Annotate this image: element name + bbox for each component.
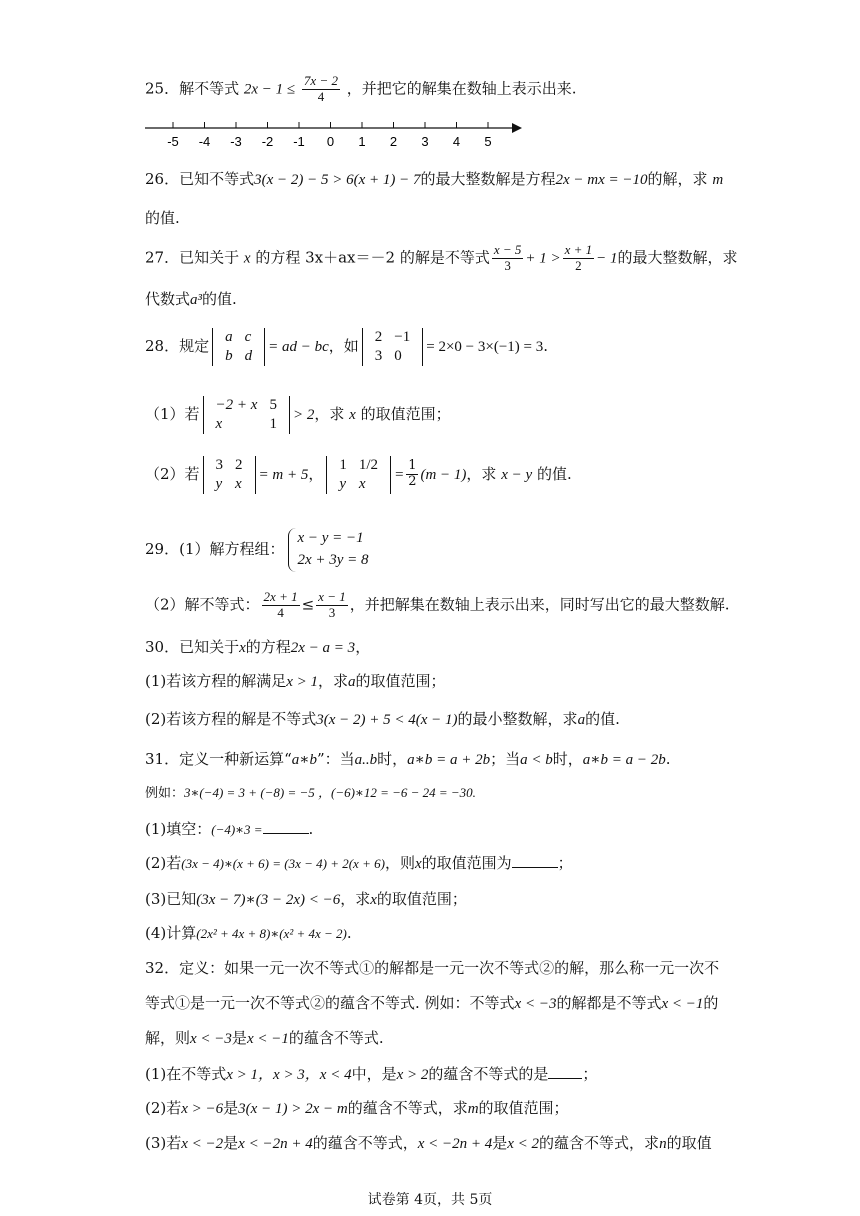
q32-2-ineq: x > −6 bbox=[181, 1101, 224, 1117]
q31-rule: a∗b = a − 2b bbox=[582, 752, 666, 768]
number-line-tick-label: -5 bbox=[167, 134, 179, 149]
q32-3-var: n bbox=[659, 1136, 667, 1152]
q26-text: 的解，求 bbox=[647, 170, 708, 188]
q32-text: 的解都是不等式 bbox=[556, 994, 662, 1012]
number-line-tick-label: 2 bbox=[389, 134, 398, 149]
q30-text: ， bbox=[355, 638, 371, 656]
q31-example-text: 3∗(−4) = 3 + (−8) = −5 ，(−6)∗12 = −6 − 24 = −30. bbox=[184, 785, 476, 800]
q31-2-text: ，则 bbox=[384, 854, 415, 872]
number-line bbox=[140, 115, 530, 155]
q29-2-line bbox=[145, 590, 860, 621]
q32-2-text: 是 bbox=[223, 1099, 239, 1117]
q29-2-text: ，并把解集在数轴上表示出来，同时写出它的最大整数解. bbox=[349, 595, 730, 614]
q31-2-text: (2)若 bbox=[145, 854, 182, 872]
q27-line2 bbox=[145, 288, 860, 309]
q28-2-line bbox=[145, 456, 860, 494]
q27-text: 代数式 bbox=[145, 290, 191, 308]
q26-text: 的最大整数解是方程 bbox=[420, 170, 556, 188]
q28-2-half: $\frac{1}{2}$ bbox=[408, 458, 417, 490]
page-footer: 试卷第 4页，共 5页 bbox=[367, 1192, 493, 1208]
q31-1-blank[interactable] bbox=[263, 819, 309, 834]
number-line-tick-label: 4 bbox=[452, 134, 461, 149]
q26-inequality: 3(x − 2) − 5 > 6(x + 1) − 7 bbox=[254, 172, 421, 188]
q32-text: 的蕴含不等式. bbox=[288, 1029, 384, 1047]
q28-label: 28．规定 bbox=[145, 336, 210, 355]
number-line-tick-label: 0 bbox=[326, 134, 335, 149]
q32-1-ineqs: x > 1，x > 3，x < 4 bbox=[226, 1067, 352, 1083]
q31-op: a∗b bbox=[291, 752, 317, 768]
q29-system: x − y = −1 2x + 3y = 8 bbox=[288, 528, 368, 572]
q26-equation: 2x − mx = −10 bbox=[555, 172, 648, 188]
q32-1-text: 中，是 bbox=[351, 1065, 397, 1083]
q31-4-end: . bbox=[346, 924, 352, 942]
q30-1-var: a bbox=[348, 674, 356, 690]
q31-1-expr: (−4)∗3 = bbox=[211, 822, 263, 837]
q31-4-line bbox=[145, 922, 860, 943]
q31-3-line bbox=[145, 888, 860, 909]
q32-ineq: x < −1 bbox=[661, 996, 704, 1012]
q32-text: 32．定义：如果一元一次不等式①的解都是一元一次不等式②的解，那么称一元一次不 bbox=[145, 959, 720, 977]
q32-text: 解，则 bbox=[145, 1029, 191, 1047]
q28-1-text: ，求 bbox=[314, 404, 345, 423]
q32-1-ineq: x > 2 bbox=[396, 1067, 429, 1083]
q28-eq: = ad − bc bbox=[268, 338, 329, 355]
q31-3-expr: (3x − 7)∗(3 − 2x) < −6 bbox=[196, 892, 341, 908]
q31-2-blank[interactable] bbox=[512, 853, 558, 868]
q31-3-text: ，求 bbox=[340, 890, 371, 908]
q31-2-var: x bbox=[414, 856, 422, 872]
q32-3-text: 是 bbox=[492, 1134, 508, 1152]
q27-text: 的方程 3x＋ax＝－2 的解是不等式 bbox=[255, 248, 490, 267]
q30-eq: 2x − a = 3 bbox=[290, 640, 356, 656]
q30-1-text: 的取值范围； bbox=[355, 672, 446, 690]
q31-rule: a∗b = a + 2b bbox=[407, 752, 491, 768]
q30-var: x bbox=[239, 640, 246, 656]
q28-1-gt: > 2 bbox=[292, 406, 315, 423]
q31-3-text: (3)已知 bbox=[145, 890, 197, 908]
q26-line1 bbox=[145, 168, 860, 189]
q32-1-text: (1)在不等式 bbox=[145, 1065, 227, 1083]
q28-text: ，如 bbox=[328, 336, 359, 355]
q30-text: 的方程 bbox=[245, 638, 291, 656]
q25-label: 25．解不等式 bbox=[145, 79, 240, 98]
q28-2-expr: x − y bbox=[501, 466, 533, 483]
q27-op: + 1 > bbox=[525, 250, 561, 267]
q25-inequality: 2x − 1 ≤ bbox=[243, 81, 296, 98]
q28-1-det: −2 + x 5 x 1 bbox=[203, 396, 290, 434]
q32-text: 是 bbox=[231, 1029, 247, 1047]
q27-expr: a³ bbox=[190, 292, 203, 308]
q31-line1 bbox=[145, 748, 860, 769]
q31-3-text: 的取值范围； bbox=[376, 890, 467, 908]
q32-1-blank[interactable] bbox=[548, 1064, 582, 1079]
q32-line2 bbox=[145, 992, 860, 1013]
q30-1-text: (1)若该方程的解满足 bbox=[145, 672, 287, 690]
q26-line2 bbox=[145, 207, 860, 228]
q32-3-text: 的取值 bbox=[666, 1134, 712, 1152]
q32-text: 的 bbox=[703, 994, 719, 1012]
number-line-tick-label: -1 bbox=[293, 134, 305, 149]
q32-ineq: x < −3 bbox=[514, 996, 557, 1012]
q30-1-ineq: x > 1 bbox=[286, 674, 319, 690]
q25-instruction: ，并把它的解集在数轴上表示出来. bbox=[346, 79, 577, 98]
q29-line bbox=[145, 528, 860, 572]
q32-1-end: ； bbox=[582, 1065, 598, 1083]
q28-2-eq1: = m + 5 bbox=[258, 466, 309, 483]
q26-text: 26．已知不等式 bbox=[145, 170, 255, 188]
number-line-tick-label: -3 bbox=[230, 134, 242, 149]
q31-text: ；当 bbox=[490, 750, 521, 768]
q31-4-text: (4)计算 bbox=[145, 924, 197, 942]
q27-text: 27．已知关于 bbox=[145, 248, 240, 267]
q31-text: 时， bbox=[377, 750, 408, 768]
q25-fraction: $\frac{7x - 2}{4}$ bbox=[303, 73, 338, 104]
q27-var: x bbox=[243, 250, 251, 267]
q28-det-example: 2 −1 3 0 bbox=[362, 328, 423, 366]
q32-2-text: (2)若 bbox=[145, 1099, 182, 1117]
q31-2-line bbox=[145, 852, 860, 873]
q30-2-text: 的最小整数解，求 bbox=[457, 710, 578, 728]
q28-1-var: x bbox=[349, 406, 356, 423]
q29-2-le: ≤ bbox=[301, 595, 315, 614]
q31-text: . bbox=[665, 750, 671, 768]
q28-calc: = 2×0 − 3×(−1) = 3 bbox=[426, 338, 544, 355]
q28-line bbox=[145, 328, 860, 366]
q32-line1 bbox=[145, 957, 860, 978]
q28-2-det1: 3 2 y x bbox=[203, 456, 256, 494]
q31-text: 时， bbox=[552, 750, 583, 768]
q31-text: ”：当 bbox=[316, 750, 355, 768]
q30-2-var: a bbox=[577, 712, 586, 728]
q32-2-var: m bbox=[467, 1101, 479, 1117]
q29-2-frac1: $\frac{2x + 1}{4}$ bbox=[263, 589, 298, 620]
number-line-tick-label: -4 bbox=[198, 134, 211, 149]
q32-3-ineq: x < −2n + 4 bbox=[417, 1136, 493, 1152]
q28-end: . bbox=[543, 336, 549, 355]
q28-2-eq: (m − 1) bbox=[420, 466, 467, 483]
q31-3-var: x bbox=[370, 892, 377, 908]
q27-text: 的最大整数解，求 bbox=[617, 248, 738, 267]
number-line-tick-label: -2 bbox=[261, 134, 274, 149]
q32-3-text: (3)若 bbox=[145, 1134, 182, 1152]
q30-2-ineq: 3(x − 2) + 5 < 4(x − 1) bbox=[316, 712, 458, 728]
q29-2-label: （2）解不等式： bbox=[145, 595, 260, 614]
q28-1-line bbox=[145, 396, 860, 434]
q32-3-line bbox=[145, 1132, 860, 1153]
q31-1-text: (1)填空： bbox=[145, 820, 212, 838]
q31-2-text: 的取值范围为 bbox=[421, 854, 512, 872]
q28-2-text: ，求 bbox=[466, 464, 497, 483]
q27-text: 的值. bbox=[202, 290, 237, 308]
q32-3-text: 的蕴含不等式，求 bbox=[539, 1134, 660, 1152]
q31-4-expr: (2x² + 4x + 8)∗(x² + 4x − 2) bbox=[196, 926, 347, 941]
q31-2-expr: (3x − 4)∗(x + 6) = (3x − 4) + 2(x + 6) bbox=[181, 856, 385, 871]
q26-var: m bbox=[712, 172, 724, 188]
q25-line bbox=[145, 74, 860, 105]
number-line-tick-label: 3 bbox=[421, 134, 429, 149]
q31-example-label: 例如： bbox=[145, 786, 185, 801]
q32-2-text: 的取值范围； bbox=[478, 1099, 569, 1117]
q31-1-line bbox=[145, 818, 860, 839]
number-line-tick-label: 5 bbox=[484, 134, 492, 149]
q31-1-end: . bbox=[308, 820, 314, 838]
q26-text: 的值. bbox=[145, 209, 180, 227]
q32-3-text: 的蕴含不等式， bbox=[312, 1134, 418, 1152]
q27-fraction1: $\frac{x - 5}{3}$ bbox=[493, 242, 522, 273]
q32-2-ineq: 3(x − 1) > 2x − m bbox=[238, 1101, 348, 1117]
q30-line bbox=[145, 636, 860, 657]
q30-text: 30．已知关于 bbox=[145, 638, 240, 656]
q28-2-eq: = bbox=[394, 466, 405, 483]
q28-1-label: （1）若 bbox=[145, 404, 200, 423]
q32-2-text: 的蕴含不等式，求 bbox=[347, 1099, 468, 1117]
q28-det-def: a c b d bbox=[212, 328, 265, 366]
q32-text: 等式①是一元一次不等式②的蕴含不等式. 例如：不等式 bbox=[145, 994, 515, 1012]
q28-1-text: 的取值范围； bbox=[360, 404, 451, 423]
q32-line3 bbox=[145, 1027, 860, 1048]
q31-2-end: ； bbox=[557, 854, 573, 872]
q27-line1 bbox=[145, 243, 860, 274]
q32-3-ineq: x < −2n + 4 bbox=[238, 1136, 313, 1152]
q29-label: 29．(1）解方程组： bbox=[145, 539, 285, 558]
q27-op: − 1 bbox=[596, 250, 618, 267]
q31-cond: a < b bbox=[520, 752, 553, 768]
q32-3-ineq: x < −2 bbox=[181, 1136, 224, 1152]
q32-1-text: 的蕴含不等式的是 bbox=[428, 1065, 549, 1083]
q28-2-det2: 1 1/2 y x bbox=[326, 456, 391, 494]
q28-2-text: 的值. bbox=[536, 464, 572, 483]
q30-2-text: (2)若该方程的解是不等式 bbox=[145, 710, 317, 728]
q31-text: 31．定义一种新运算“ bbox=[145, 750, 292, 768]
number-line-tick-label: 1 bbox=[358, 134, 366, 149]
q30-1-text: ，求 bbox=[318, 672, 349, 690]
q27-fraction2: $\frac{x + 1}{2}$ bbox=[564, 242, 593, 273]
q30-2-line bbox=[145, 708, 860, 729]
q28-2-label: （2）若 bbox=[145, 464, 200, 483]
q31-example bbox=[145, 782, 860, 801]
q28-2-sep: ， bbox=[308, 464, 324, 483]
q31-cond: a..b bbox=[354, 752, 378, 768]
q32-3-ineq: x < 2 bbox=[507, 1136, 540, 1152]
q32-3-text: 是 bbox=[223, 1134, 239, 1152]
q32-ineq: x < −1 bbox=[246, 1031, 289, 1047]
q30-1-line bbox=[145, 670, 860, 691]
q30-2-text: 的值. bbox=[585, 710, 620, 728]
q32-2-line bbox=[145, 1097, 860, 1118]
q32-1-line bbox=[145, 1063, 860, 1084]
q32-ineq: x < −3 bbox=[190, 1031, 232, 1047]
q29-2-frac2: $\frac{x - 1}{3}$ bbox=[318, 589, 346, 620]
